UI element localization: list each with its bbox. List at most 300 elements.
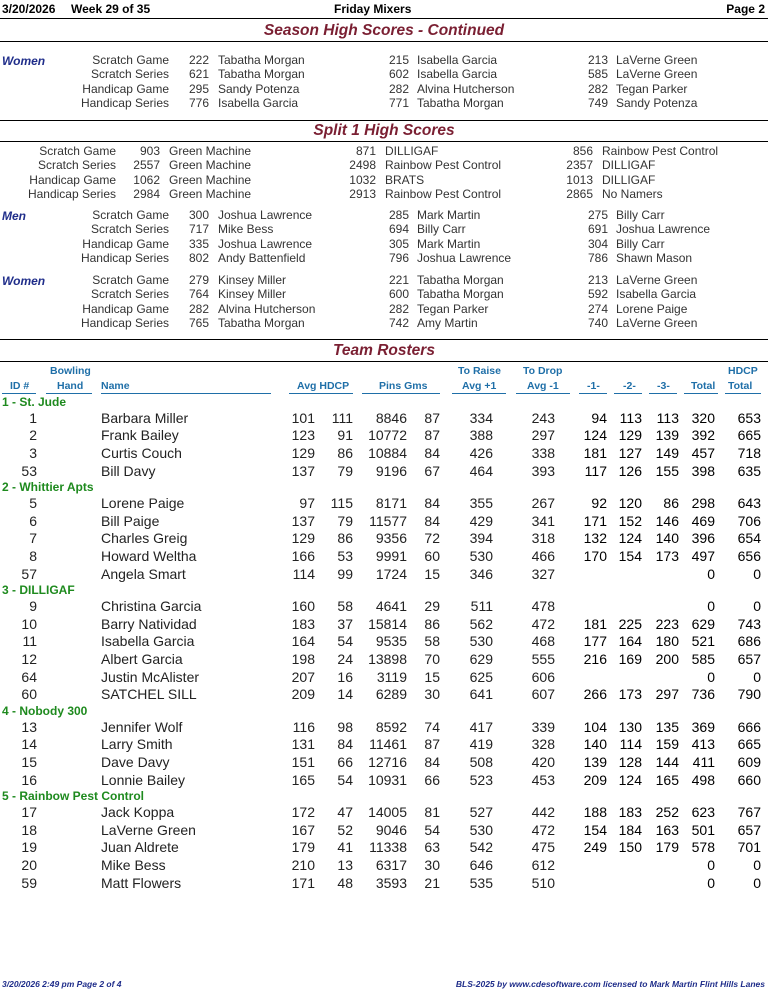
player-hdcp-total: 654 bbox=[737, 530, 761, 547]
high-score-value: 776 bbox=[188, 95, 209, 110]
player-id: 57 bbox=[21, 565, 37, 582]
player-pins: 8592 bbox=[375, 718, 407, 735]
player-games: 63 bbox=[424, 839, 440, 856]
player-hdcp-total: 665 bbox=[737, 736, 761, 753]
high-score-name: LaVerne Green bbox=[616, 53, 698, 67]
player-hdcp: 115 bbox=[330, 494, 353, 511]
player-hdcp: 79 bbox=[337, 512, 353, 529]
player-to-raise: 464 bbox=[469, 462, 493, 479]
player-total: 521 bbox=[691, 633, 715, 650]
player-total: 411 bbox=[692, 753, 715, 770]
player-total: 396 bbox=[691, 530, 715, 547]
high-score-name: Amy Martin bbox=[417, 315, 478, 330]
col-g1: -1- bbox=[587, 380, 600, 392]
col-avg-hdcp: Avg HDCP bbox=[297, 380, 350, 392]
player-game3: 146 bbox=[655, 512, 679, 529]
player-games: 87 bbox=[424, 736, 440, 753]
player-to-raise: 629 bbox=[469, 650, 493, 667]
player-to-drop: 612 bbox=[531, 856, 555, 873]
player-to-drop: 472 bbox=[531, 615, 555, 632]
player-id: 2 bbox=[29, 427, 37, 444]
player-hdcp: 79 bbox=[337, 462, 353, 479]
player-avg: 198 bbox=[291, 650, 315, 667]
high-score-name: Tabatha Morgan bbox=[417, 273, 504, 287]
player-avg: 183 bbox=[291, 615, 315, 632]
player-hdcp-total: 0 bbox=[753, 668, 761, 685]
player-id: 10 bbox=[21, 615, 37, 632]
high-score-name: BRATS bbox=[385, 172, 425, 187]
player-game1: 181 bbox=[583, 444, 607, 461]
player-name: Christina Garcia bbox=[101, 597, 202, 614]
player-hdcp-total: 660 bbox=[737, 771, 761, 788]
player-hdcp: 58 bbox=[337, 597, 353, 614]
player-avg: 123 bbox=[291, 427, 315, 444]
high-score-value: 592 bbox=[587, 287, 608, 302]
high-score-value: 213 bbox=[587, 53, 608, 67]
high-score-name: Alvina Hutcherson bbox=[218, 301, 316, 316]
high-score-name: Green Machine bbox=[169, 144, 252, 158]
player-hdcp-total: 635 bbox=[737, 462, 761, 479]
col-name: Name bbox=[101, 380, 130, 392]
score-category: Scratch Game bbox=[92, 208, 169, 222]
split-women-label: Women bbox=[2, 274, 46, 288]
score-category: Scratch Series bbox=[37, 158, 116, 173]
player-games: 86 bbox=[424, 615, 440, 632]
player-to-drop: 420 bbox=[531, 753, 555, 770]
score-category: Handicap Series bbox=[27, 186, 116, 201]
player-game1: 132 bbox=[583, 530, 607, 547]
high-score-value: 282 bbox=[188, 301, 209, 316]
player-id: 59 bbox=[21, 874, 37, 891]
player-hdcp-total: 0 bbox=[753, 856, 761, 873]
page-header bbox=[0, 2, 768, 18]
player-to-drop: 327 bbox=[531, 565, 555, 582]
high-score-name: Joshua Lawrence bbox=[417, 250, 512, 265]
player-pins: 12716 bbox=[368, 753, 407, 770]
player-game1: 94 bbox=[591, 409, 607, 426]
player-hdcp-total: 706 bbox=[737, 512, 761, 529]
high-score-value: 285 bbox=[388, 208, 409, 222]
split-men-label: Men bbox=[2, 209, 26, 223]
high-score-value: 871 bbox=[355, 144, 376, 158]
player-name: Juan Aldrete bbox=[101, 839, 179, 856]
player-id: 15 bbox=[21, 753, 37, 770]
player-name: Albert Garcia bbox=[101, 650, 183, 667]
player-hdcp: 16 bbox=[337, 668, 353, 685]
high-score-value: 221 bbox=[388, 273, 409, 287]
player-pins: 10931 bbox=[368, 771, 407, 788]
score-category: Handicap Series bbox=[80, 95, 169, 110]
player-to-raise: 625 bbox=[469, 668, 493, 685]
high-score-value: 282 bbox=[587, 81, 608, 96]
high-score-name: DILLIGAF bbox=[602, 158, 656, 173]
player-avg: 166 bbox=[291, 547, 315, 564]
player-game1: 170 bbox=[583, 547, 607, 564]
player-id: 17 bbox=[21, 803, 37, 820]
season-women-label: Women bbox=[2, 54, 46, 68]
team-name: 1 - St. Jude bbox=[2, 395, 67, 409]
player-game3: 140 bbox=[655, 530, 679, 547]
high-score-value: 621 bbox=[188, 67, 209, 82]
score-category: Scratch Series bbox=[90, 67, 169, 82]
player-id: 53 bbox=[21, 462, 37, 479]
player-games: 30 bbox=[424, 686, 440, 703]
player-id: 11 bbox=[22, 633, 37, 650]
player-hdcp: 48 bbox=[337, 874, 353, 891]
player-hdcp-total: 701 bbox=[737, 839, 761, 856]
player-name: Mike Bess bbox=[101, 856, 166, 873]
player-game1: 216 bbox=[583, 650, 607, 667]
player-total: 369 bbox=[691, 718, 715, 735]
high-score-value: 600 bbox=[388, 287, 409, 302]
player-hdcp-total: 718 bbox=[737, 444, 761, 461]
col-total: Total bbox=[691, 380, 716, 392]
high-score-value: 304 bbox=[587, 236, 608, 251]
high-score-value: 2557 bbox=[133, 158, 160, 173]
header-rule bbox=[0, 18, 768, 19]
score-category: Scratch Game bbox=[92, 273, 169, 287]
player-to-drop: 339 bbox=[531, 718, 555, 735]
high-score-name: Kinsey Miller bbox=[218, 287, 287, 302]
high-score-name: DILLIGAF bbox=[602, 172, 656, 187]
high-score-name: Andy Battenfield bbox=[218, 250, 306, 265]
player-game3: 173 bbox=[655, 547, 679, 564]
high-score-name: Tegan Parker bbox=[616, 81, 688, 96]
high-score-value: 2865 bbox=[566, 186, 593, 201]
high-score-value: 2984 bbox=[133, 186, 160, 201]
player-avg: 164 bbox=[291, 633, 315, 650]
player-hdcp-total: 767 bbox=[737, 803, 761, 820]
player-game3: 297 bbox=[655, 686, 679, 703]
player-name: Justin McAlister bbox=[101, 668, 200, 685]
player-total: 578 bbox=[691, 839, 715, 856]
player-games: 70 bbox=[424, 650, 440, 667]
player-game1: 139 bbox=[583, 753, 607, 770]
split-rule bbox=[0, 141, 768, 142]
high-score-value: 275 bbox=[587, 208, 608, 222]
player-name: Jennifer Wolf bbox=[101, 718, 183, 735]
player-games: 15 bbox=[424, 565, 440, 582]
player-avg: 171 bbox=[291, 874, 315, 891]
player-to-raise: 530 bbox=[469, 821, 493, 838]
player-to-raise: 530 bbox=[469, 633, 493, 650]
player-to-raise: 334 bbox=[469, 409, 493, 426]
player-game1: 177 bbox=[583, 633, 607, 650]
player-total: 585 bbox=[691, 650, 715, 667]
score-category: Handicap Game bbox=[29, 172, 116, 187]
player-game2: 113 bbox=[619, 409, 642, 426]
col-raise: Avg +1 bbox=[462, 380, 497, 392]
player-game2: 114 bbox=[619, 736, 642, 753]
player-games: 58 bbox=[424, 633, 440, 650]
high-score-name: Isabella Garcia bbox=[616, 287, 697, 302]
player-to-raise: 641 bbox=[469, 686, 493, 703]
player-id: 1 bbox=[29, 409, 37, 426]
player-to-raise: 511 bbox=[470, 597, 493, 614]
player-name: Charles Greig bbox=[101, 530, 188, 547]
col-hand: Hand bbox=[57, 380, 84, 392]
high-score-value: 786 bbox=[587, 250, 608, 265]
player-games: 87 bbox=[424, 427, 440, 444]
player-total: 320 bbox=[691, 409, 715, 426]
player-total: 623 bbox=[691, 803, 715, 820]
player-name: Curtis Couch bbox=[101, 444, 182, 461]
high-score-name: Sandy Potenza bbox=[616, 95, 698, 110]
high-score-value: 1013 bbox=[566, 172, 593, 187]
player-game2: 184 bbox=[618, 821, 642, 838]
high-score-name: Lorene Paige bbox=[616, 301, 688, 316]
player-game2: 127 bbox=[618, 444, 642, 461]
player-name: LaVerne Green bbox=[101, 821, 196, 838]
player-game1: 188 bbox=[583, 803, 607, 820]
player-avg: 210 bbox=[291, 856, 315, 873]
high-score-value: 215 bbox=[388, 53, 409, 67]
player-game3: 163 bbox=[655, 821, 679, 838]
player-total: 457 bbox=[691, 444, 715, 461]
player-avg: 114 bbox=[292, 565, 315, 582]
player-hdcp: 41 bbox=[337, 839, 353, 856]
player-game3: 113 bbox=[656, 409, 679, 426]
player-avg: 167 bbox=[291, 821, 315, 838]
player-game2: 183 bbox=[618, 803, 642, 820]
player-games: 15 bbox=[424, 668, 440, 685]
col-drop: Avg -1 bbox=[527, 380, 559, 392]
col-bowling-top: Bowling bbox=[50, 365, 91, 377]
col-hdcp-top: HDCP bbox=[728, 365, 758, 377]
high-score-name: Tabatha Morgan bbox=[417, 287, 504, 302]
high-score-name: Rainbow Pest Control bbox=[385, 158, 502, 173]
team-name: 4 - Nobody 300 bbox=[2, 704, 88, 718]
player-hdcp: 99 bbox=[337, 565, 353, 582]
player-hdcp-total: 657 bbox=[737, 650, 761, 667]
player-total: 0 bbox=[707, 668, 715, 685]
player-to-raise: 523 bbox=[469, 771, 493, 788]
player-total: 0 bbox=[707, 565, 715, 582]
high-score-name: LaVerne Green bbox=[616, 315, 698, 330]
player-name: Bill Paige bbox=[101, 512, 160, 529]
player-to-drop: 341 bbox=[531, 512, 555, 529]
player-avg: 101 bbox=[291, 409, 315, 426]
high-score-value: 740 bbox=[587, 315, 608, 330]
score-category: Scratch Game bbox=[92, 53, 169, 67]
high-score-name: Shawn Mason bbox=[616, 250, 693, 265]
player-hdcp: 52 bbox=[337, 821, 353, 838]
player-pins: 3119 bbox=[376, 668, 407, 685]
player-to-raise: 646 bbox=[469, 856, 493, 873]
player-to-drop: 606 bbox=[531, 668, 555, 685]
high-score-name: Kinsey Miller bbox=[218, 273, 287, 287]
player-hdcp: 66 bbox=[337, 753, 353, 770]
player-avg: 129 bbox=[291, 444, 315, 461]
high-score-value: 279 bbox=[188, 273, 209, 287]
player-to-drop: 442 bbox=[531, 803, 555, 820]
player-to-raise: 562 bbox=[469, 615, 493, 632]
high-score-value: 282 bbox=[388, 301, 409, 316]
player-total: 413 bbox=[691, 736, 715, 753]
player-games: 87 bbox=[424, 409, 440, 426]
player-id: 60 bbox=[21, 686, 37, 703]
split-rule-top bbox=[0, 120, 768, 121]
footer-left: 3/20/2026 2:49 pm Page 2 of 4 bbox=[2, 979, 122, 989]
high-score-name: Tabatha Morgan bbox=[417, 95, 504, 110]
high-score-value: 305 bbox=[388, 236, 409, 251]
season-title: Season High Scores - Continued bbox=[263, 22, 505, 39]
player-total: 469 bbox=[691, 512, 715, 529]
player-pins: 8846 bbox=[375, 409, 407, 426]
player-to-raise: 355 bbox=[469, 494, 493, 511]
player-to-raise: 426 bbox=[469, 444, 493, 461]
player-game1: 104 bbox=[583, 718, 607, 735]
player-hdcp: 84 bbox=[337, 736, 353, 753]
player-to-drop: 243 bbox=[531, 409, 555, 426]
high-score-name: Billy Carr bbox=[616, 208, 665, 222]
player-pins: 4641 bbox=[375, 597, 407, 614]
high-score-name: Mike Bess bbox=[218, 222, 274, 237]
col-g2: -2- bbox=[623, 380, 636, 392]
rosters-rule-top bbox=[0, 339, 768, 340]
player-avg: 131 bbox=[291, 736, 315, 753]
player-avg: 116 bbox=[292, 718, 315, 735]
high-score-name: Rainbow Pest Control bbox=[602, 144, 719, 158]
player-id: 9 bbox=[29, 597, 37, 614]
player-total: 498 bbox=[691, 771, 715, 788]
player-to-raise: 394 bbox=[469, 530, 493, 547]
high-score-value: 796 bbox=[388, 250, 409, 265]
high-score-name: Sandy Potenza bbox=[218, 81, 300, 96]
player-hdcp-total: 0 bbox=[753, 597, 761, 614]
high-score-name: Isabella Garcia bbox=[417, 53, 498, 67]
player-pins: 1724 bbox=[375, 565, 407, 582]
high-score-value: 222 bbox=[188, 53, 209, 67]
player-to-drop: 478 bbox=[531, 597, 555, 614]
player-id: 6 bbox=[29, 512, 37, 529]
player-games: 81 bbox=[424, 803, 440, 820]
player-hdcp: 37 bbox=[337, 615, 353, 632]
player-to-raise: 346 bbox=[469, 565, 493, 582]
high-score-name: Green Machine bbox=[169, 158, 252, 173]
player-hdcp-total: 657 bbox=[737, 821, 761, 838]
player-pins: 6289 bbox=[375, 686, 407, 703]
high-score-value: 2498 bbox=[349, 158, 376, 173]
player-to-drop: 468 bbox=[531, 633, 555, 650]
player-avg: 137 bbox=[291, 462, 315, 479]
high-score-value: 300 bbox=[188, 208, 209, 222]
player-game2: 150 bbox=[618, 839, 642, 856]
player-game2: 225 bbox=[618, 615, 642, 632]
player-avg: 165 bbox=[291, 771, 315, 788]
score-category: Scratch Series bbox=[90, 222, 169, 237]
player-total: 501 bbox=[691, 821, 715, 838]
player-to-drop: 328 bbox=[531, 736, 555, 753]
score-category: Handicap Game bbox=[82, 301, 169, 316]
player-game1: 92 bbox=[591, 494, 607, 511]
player-name: Dave Davy bbox=[101, 753, 170, 770]
player-pins: 6317 bbox=[375, 856, 407, 873]
high-score-value: 1032 bbox=[349, 172, 376, 187]
player-to-drop: 555 bbox=[531, 650, 555, 667]
high-score-name: Tabatha Morgan bbox=[218, 315, 305, 330]
high-score-name: No Namers bbox=[602, 186, 663, 201]
player-hdcp: 98 bbox=[337, 718, 353, 735]
player-avg: 137 bbox=[291, 512, 315, 529]
player-to-raise: 535 bbox=[469, 874, 493, 891]
team-name: 3 - DILLIGAF bbox=[2, 583, 75, 598]
player-total: 0 bbox=[707, 597, 715, 614]
player-to-drop: 393 bbox=[531, 462, 555, 479]
player-name: Larry Smith bbox=[101, 736, 173, 753]
high-score-name: Mark Martin bbox=[417, 208, 481, 222]
player-to-raise: 429 bbox=[469, 512, 493, 529]
player-game2: 124 bbox=[618, 771, 642, 788]
high-score-name: Isabella Garcia bbox=[218, 95, 299, 110]
player-id: 14 bbox=[21, 736, 37, 753]
player-games: 84 bbox=[424, 753, 440, 770]
col-raise-top: To Raise bbox=[458, 365, 501, 377]
player-game2: 126 bbox=[618, 462, 642, 479]
player-id: 64 bbox=[21, 668, 37, 685]
player-games: 29 bbox=[424, 597, 440, 614]
player-game2: 173 bbox=[618, 686, 642, 703]
player-game3: 165 bbox=[655, 771, 679, 788]
header-date: 3/20/2026 bbox=[2, 2, 56, 16]
player-game3: 86 bbox=[663, 494, 679, 511]
score-category: Handicap Game bbox=[82, 81, 169, 96]
season-rule bbox=[0, 41, 768, 42]
player-hdcp: 91 bbox=[337, 427, 353, 444]
player-pins: 11338 bbox=[369, 839, 407, 856]
player-game3: 144 bbox=[655, 753, 679, 770]
score-category: Scratch Game bbox=[39, 144, 116, 158]
player-avg: 129 bbox=[291, 530, 315, 547]
player-to-raise: 419 bbox=[469, 736, 493, 753]
player-total: 398 bbox=[691, 462, 715, 479]
player-pins: 9196 bbox=[375, 462, 407, 479]
player-to-raise: 417 bbox=[469, 718, 493, 735]
player-name: SATCHEL SILL bbox=[101, 686, 197, 703]
score-category: Handicap Series bbox=[80, 315, 169, 330]
player-game2: 128 bbox=[618, 753, 642, 770]
player-to-drop: 267 bbox=[531, 494, 555, 511]
player-avg: 97 bbox=[299, 494, 315, 511]
player-games: 84 bbox=[424, 444, 440, 461]
high-score-value: 764 bbox=[188, 287, 209, 302]
player-to-raise: 530 bbox=[469, 547, 493, 564]
player-to-drop: 510 bbox=[531, 874, 555, 891]
header-page: Page 2 bbox=[726, 2, 765, 16]
player-id: 8 bbox=[29, 547, 37, 564]
player-hdcp-total: 656 bbox=[737, 547, 761, 564]
player-pins: 9991 bbox=[375, 547, 407, 564]
player-hdcp-total: 643 bbox=[737, 494, 761, 511]
high-score-value: 2357 bbox=[566, 158, 593, 173]
player-to-raise: 542 bbox=[469, 839, 493, 856]
player-hdcp-total: 686 bbox=[737, 633, 761, 650]
player-game3: 180 bbox=[655, 633, 679, 650]
player-to-drop: 338 bbox=[531, 444, 555, 461]
player-pins: 9356 bbox=[375, 530, 407, 547]
player-pins: 9535 bbox=[375, 633, 407, 650]
high-score-value: 585 bbox=[587, 67, 608, 82]
player-name: Barbara Miller bbox=[101, 409, 189, 426]
player-avg: 160 bbox=[291, 597, 315, 614]
high-score-value: 694 bbox=[388, 222, 409, 237]
high-score-value: 742 bbox=[388, 315, 409, 330]
player-id: 12 bbox=[21, 650, 37, 667]
high-score-name: Tabatha Morgan bbox=[218, 53, 305, 67]
player-hdcp-total: 790 bbox=[737, 686, 761, 703]
high-score-value: 274 bbox=[587, 301, 608, 316]
player-to-drop: 466 bbox=[531, 547, 555, 564]
